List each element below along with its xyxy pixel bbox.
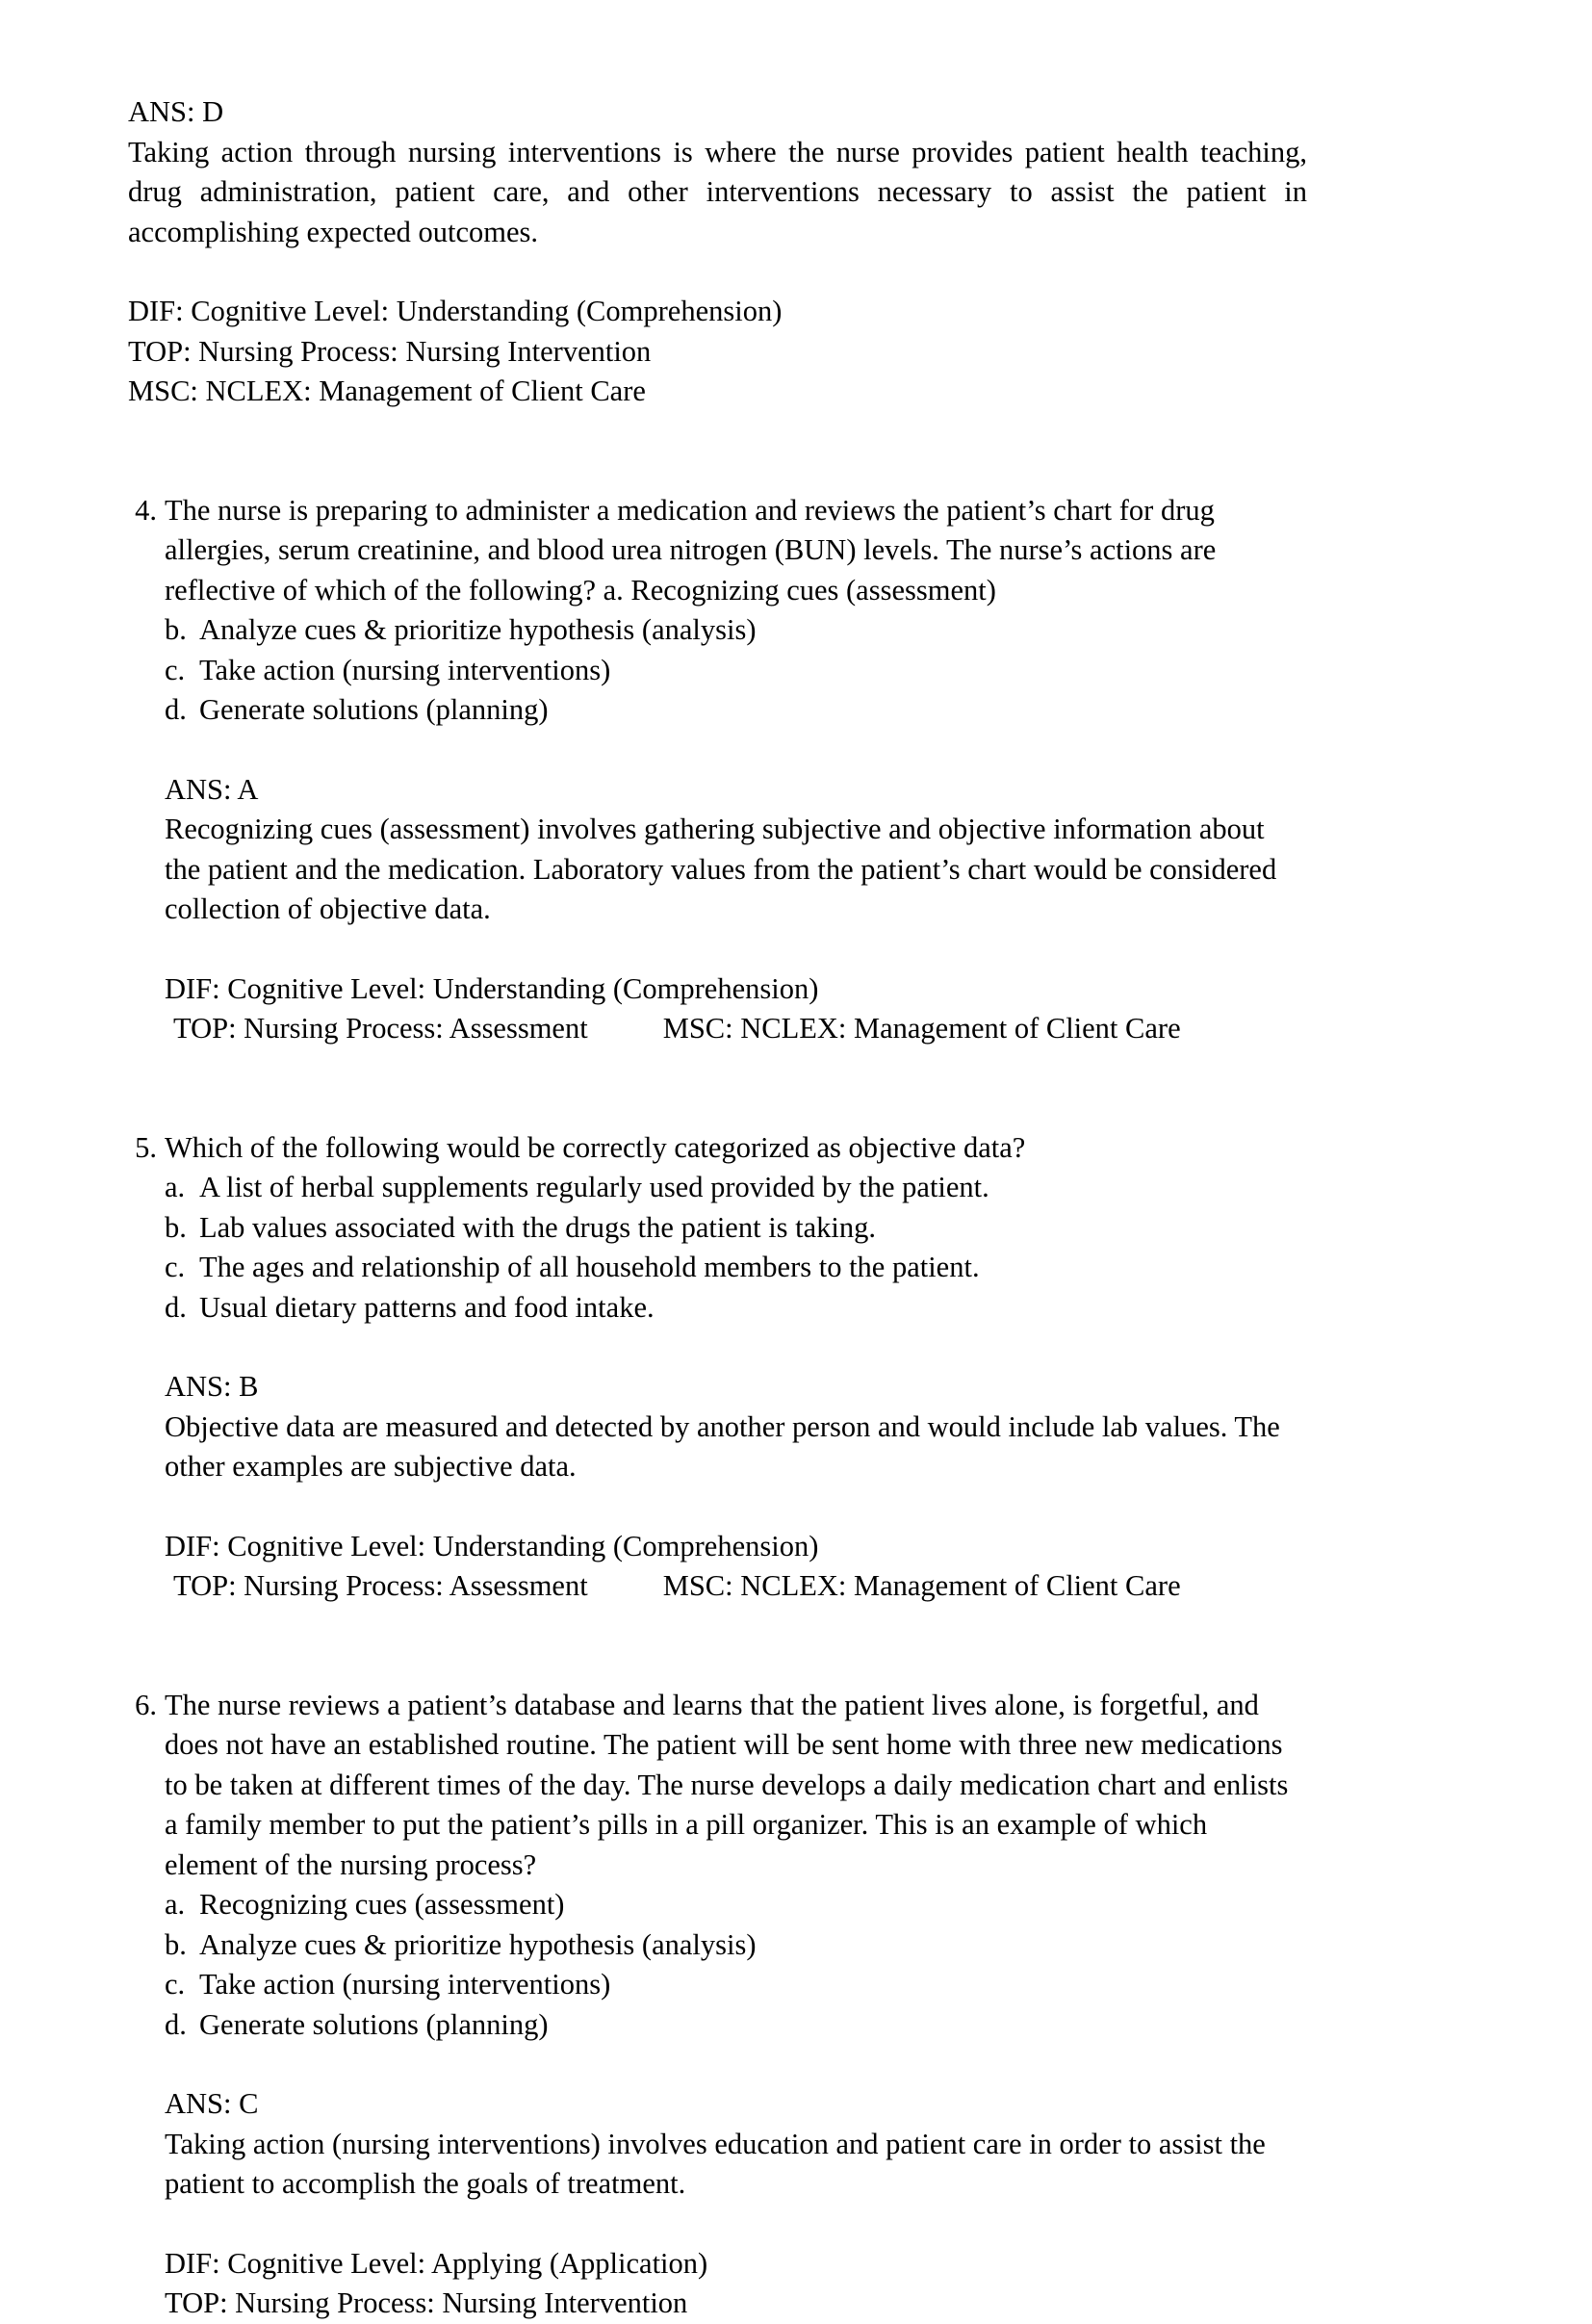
spacer	[128, 1607, 1307, 1686]
option-text: Usual dietary patterns and food intake.	[199, 1290, 655, 1324]
metadata-block-4	[165, 969, 1307, 1049]
option-text: Analyze cues & prioritize hypothesis (analysis)	[199, 613, 757, 646]
metadata-block-3	[128, 292, 1307, 412]
top-msc-line-5	[165, 1566, 1307, 1607]
option-text: Generate solutions (planning)	[199, 693, 549, 726]
msc-line-5: MSC: NCLEX: Management of Client Care	[662, 1569, 1181, 1602]
question-item-6	[128, 1686, 1307, 2324]
option-item[interactable]	[165, 1248, 1307, 1288]
spacer	[165, 2205, 1307, 2244]
top-line-6: TOP: Nursing Process: Nursing Intervention	[165, 2286, 688, 2319]
option-letter: c.	[165, 1251, 186, 1283]
msc-line-4: MSC: NCLEX: Management of Client Care	[662, 1012, 1181, 1045]
option-list-5	[165, 1168, 1307, 1328]
page-content	[128, 92, 1307, 2324]
option-text: Lab values associated with the drugs the patient is taking.	[199, 1210, 877, 1244]
spacer	[128, 412, 1307, 491]
rationale-6: Taking action (nursing interventions) involves education and patient care in order to assist the patient to accomplish the goals of treatment.	[165, 2127, 1266, 2200]
option-item[interactable]	[165, 2005, 1307, 2046]
option-item[interactable]	[165, 690, 1307, 731]
option-letter: c.	[165, 653, 186, 686]
question-number-5: 5.	[135, 1130, 157, 1164]
option-item[interactable]	[165, 1288, 1307, 1329]
answer-key-5: ANS: B	[165, 1370, 259, 1403]
option-item[interactable]	[165, 610, 1307, 651]
question-item-5	[128, 1128, 1307, 1607]
spacer	[165, 2045, 1307, 2084]
question-stem-5: Which of the following would be correctly categorized as objective data?	[165, 1130, 1026, 1164]
option-item[interactable]	[165, 651, 1307, 691]
option-letter: d.	[165, 693, 187, 726]
answer-key-4: ANS: A	[165, 772, 259, 806]
answer-key-3: ANS: D	[128, 95, 224, 128]
top-line-4: TOP: Nursing Process: Assessment	[173, 1012, 588, 1045]
option-letter: b.	[165, 1210, 187, 1244]
metadata-block-6	[165, 2244, 1307, 2324]
spacer	[128, 1049, 1307, 1128]
option-item[interactable]	[165, 1168, 1307, 1208]
dif-line-6: DIF: Cognitive Level: Applying (Application)	[165, 2246, 708, 2280]
option-letter: b.	[165, 613, 187, 646]
top-msc-line-4	[165, 1009, 1307, 1049]
option-item[interactable]	[165, 1885, 1307, 1925]
msc-line-3: MSC: NCLEX: Management of Client Care	[128, 374, 646, 407]
option-text: Generate solutions (planning)	[199, 2007, 549, 2041]
option-text: A list of herbal supplements regularly used provided by the patient.	[199, 1171, 989, 1203]
option-list-6	[165, 1885, 1307, 2045]
metadata-block-5	[165, 1527, 1307, 1607]
question-stem-6: The nurse reviews a patient’s database and learns that the patient lives alone, is forgetful, and does not have an established routine. The patient will be sent home with three new medications to be taken at different times of the day. The nurse develops a daily medication chart and enlists a family member to put the patient’s pills in a pill organizer. This is an example of which element of the nursing process?	[165, 1688, 1289, 1881]
spacer	[165, 1487, 1307, 1527]
option-text: Take action (nursing interventions)	[199, 653, 611, 686]
option-letter: d.	[165, 1290, 187, 1324]
option-letter: c.	[165, 1968, 186, 2001]
spacer	[165, 930, 1307, 969]
answer-block-3	[128, 92, 1307, 412]
answer-key-6: ANS: C	[165, 2087, 259, 2120]
question-item-4	[128, 491, 1307, 1049]
question-stem-4: The nurse is preparing to administer a medication and reviews the patient’s chart for drug allergies, serum creatinine, and blood urea nitrogen (BUN) levels. The nurse’s actions are reflective of which of the following? a. Recognizing cues (assessment)	[165, 493, 1217, 607]
spacer	[165, 1328, 1307, 1367]
option-text: Recognizing cues (assessment)	[199, 1888, 565, 1921]
option-item[interactable]	[165, 1965, 1307, 2005]
option-text: Analyze cues & prioritize hypothesis (analysis)	[199, 1927, 757, 1961]
option-item[interactable]	[165, 1208, 1307, 1249]
spacer	[165, 731, 1307, 770]
option-text: Take action (nursing interventions)	[199, 1968, 611, 2001]
question-number-4: 4.	[135, 493, 157, 527]
dif-line-3: DIF: Cognitive Level: Understanding (Comprehension)	[128, 295, 783, 327]
option-letter: a.	[165, 1888, 186, 1921]
rationale-3: Taking action through nursing interventions is where the nurse provides patient health teaching, drug administration, patient care, and other interventions necessary to assist the patient in accomplishing expected outcomes.	[128, 135, 1307, 248]
option-letter: d.	[165, 2007, 187, 2041]
option-text: The ages and relationship of all household members to the patient.	[199, 1251, 980, 1283]
top-line-3: TOP: Nursing Process: Nursing Intervention	[128, 334, 652, 368]
top-line-5: TOP: Nursing Process: Assessment	[173, 1569, 588, 1602]
dif-line-5: DIF: Cognitive Level: Understanding (Comprehension)	[165, 1529, 819, 1562]
option-list-4	[165, 610, 1307, 731]
rationale-5: Objective data are measured and detected by another person and would include lab values. The other examples are subjective data.	[165, 1409, 1280, 1483]
spacer	[128, 252, 1307, 292]
dif-line-4: DIF: Cognitive Level: Understanding (Comprehension)	[165, 971, 819, 1005]
option-letter: a.	[165, 1171, 186, 1203]
option-letter: b.	[165, 1927, 187, 1961]
rationale-4: Recognizing cues (assessment) involves gathering subjective and objective information about the patient and the medication. Laboratory values from the patient’s chart would be considered collection of objective data.	[165, 813, 1277, 925]
question-number-6: 6.	[135, 1688, 157, 1721]
option-item[interactable]	[165, 1925, 1307, 1966]
